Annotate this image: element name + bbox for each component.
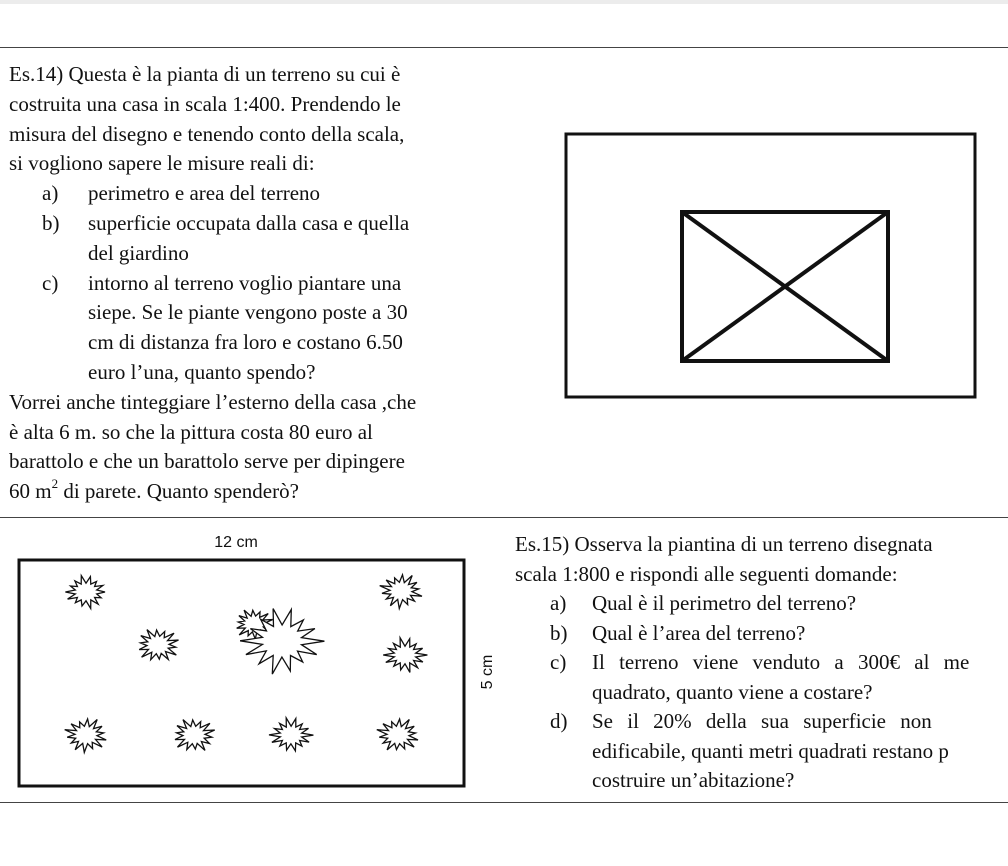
ex14-intro-line: si vogliono sapere le misure reali di: — [9, 151, 315, 176]
item-text: intorno al terreno voglio piantare una — [88, 270, 402, 295]
height-label: 5 cm — [479, 654, 496, 690]
item-text-continued: quadrato, quanto viene a costare? — [592, 679, 873, 704]
ex14-intro-line: misura del disegno e tenendo conto della scala, — [9, 121, 405, 146]
ex14-intro-line: costruita una casa in scala 1:400. Prendendo le — [9, 91, 401, 116]
item-text: Il terreno viene venduto a 300€ al me — [592, 650, 970, 674]
item-text: Se il 20% della sua superficie non — [592, 709, 932, 733]
exercise-15 — [515, 530, 1008, 796]
item-text-continued: siepe. Se le piante vengono poste a 30 — [88, 300, 408, 325]
ex14-closing-line: barattolo e che un barattolo serve per dipingere — [9, 449, 405, 474]
item-label: b) — [42, 210, 60, 235]
ex14-closing-line: è alta 6 m. so che la pittura costa 80 euro al — [9, 419, 373, 444]
item-text-continued: costruire un’abitazione? — [592, 768, 795, 792]
ex15-item-d — [515, 707, 1008, 737]
ex15-item-b — [515, 619, 1008, 649]
bush-icon — [139, 630, 178, 660]
item-label: a) — [550, 591, 567, 615]
item-text-continued: cm di distanza fra loro e costano 6.50 — [88, 330, 403, 355]
width-label: 12 cm — [214, 534, 258, 551]
item-text-continued: euro l’una, quanto spendo? — [88, 359, 316, 384]
item-text: Qual è il perimetro del terreno? — [592, 591, 857, 615]
item-text: superficie occupata dalla casa e quella — [88, 210, 410, 235]
item-label: c) — [550, 650, 567, 674]
item-label: d) — [550, 709, 568, 733]
paint-area-value: 60 — [9, 479, 30, 504]
ex15-item-c — [515, 648, 1008, 678]
unit-exponent: 2 — [51, 476, 59, 492]
item-text-continued: del giardino — [88, 240, 189, 265]
bush-icon — [65, 719, 107, 752]
paint-area-unit: m — [35, 479, 52, 504]
bush-icon — [383, 638, 427, 673]
item-label: a) — [42, 181, 59, 206]
bush-icon — [175, 720, 215, 751]
ex14-intro-line: Es.14) Questa è la pianta di un terreno su cui è — [9, 62, 401, 86]
bush-icon — [65, 576, 105, 609]
ex14-last-line-text: di parete. Quanto spenderò? — [58, 479, 299, 504]
item-text: Qual è l’area del terreno? — [592, 620, 806, 645]
bush-icon — [377, 719, 418, 750]
item-label: c) — [42, 270, 59, 295]
bush-icon — [269, 718, 313, 751]
bush-icon — [380, 575, 422, 609]
ex15-intro-line: Es.15) Osserva la piantina di un terreno disegnata — [515, 532, 933, 556]
item-text-continued: edificabile, quanti metri quadrati restano p — [592, 738, 949, 763]
ex14-closing-line: Vorrei anche tinteggiare l’esterno della casa ,che — [9, 389, 417, 414]
ex15-item-a — [515, 589, 1008, 619]
ex15-intro-line: scala 1:800 e rispondi alle seguenti domande: — [515, 561, 898, 586]
item-label: b) — [550, 620, 568, 645]
item-text: perimetro e area del terreno — [88, 181, 321, 206]
